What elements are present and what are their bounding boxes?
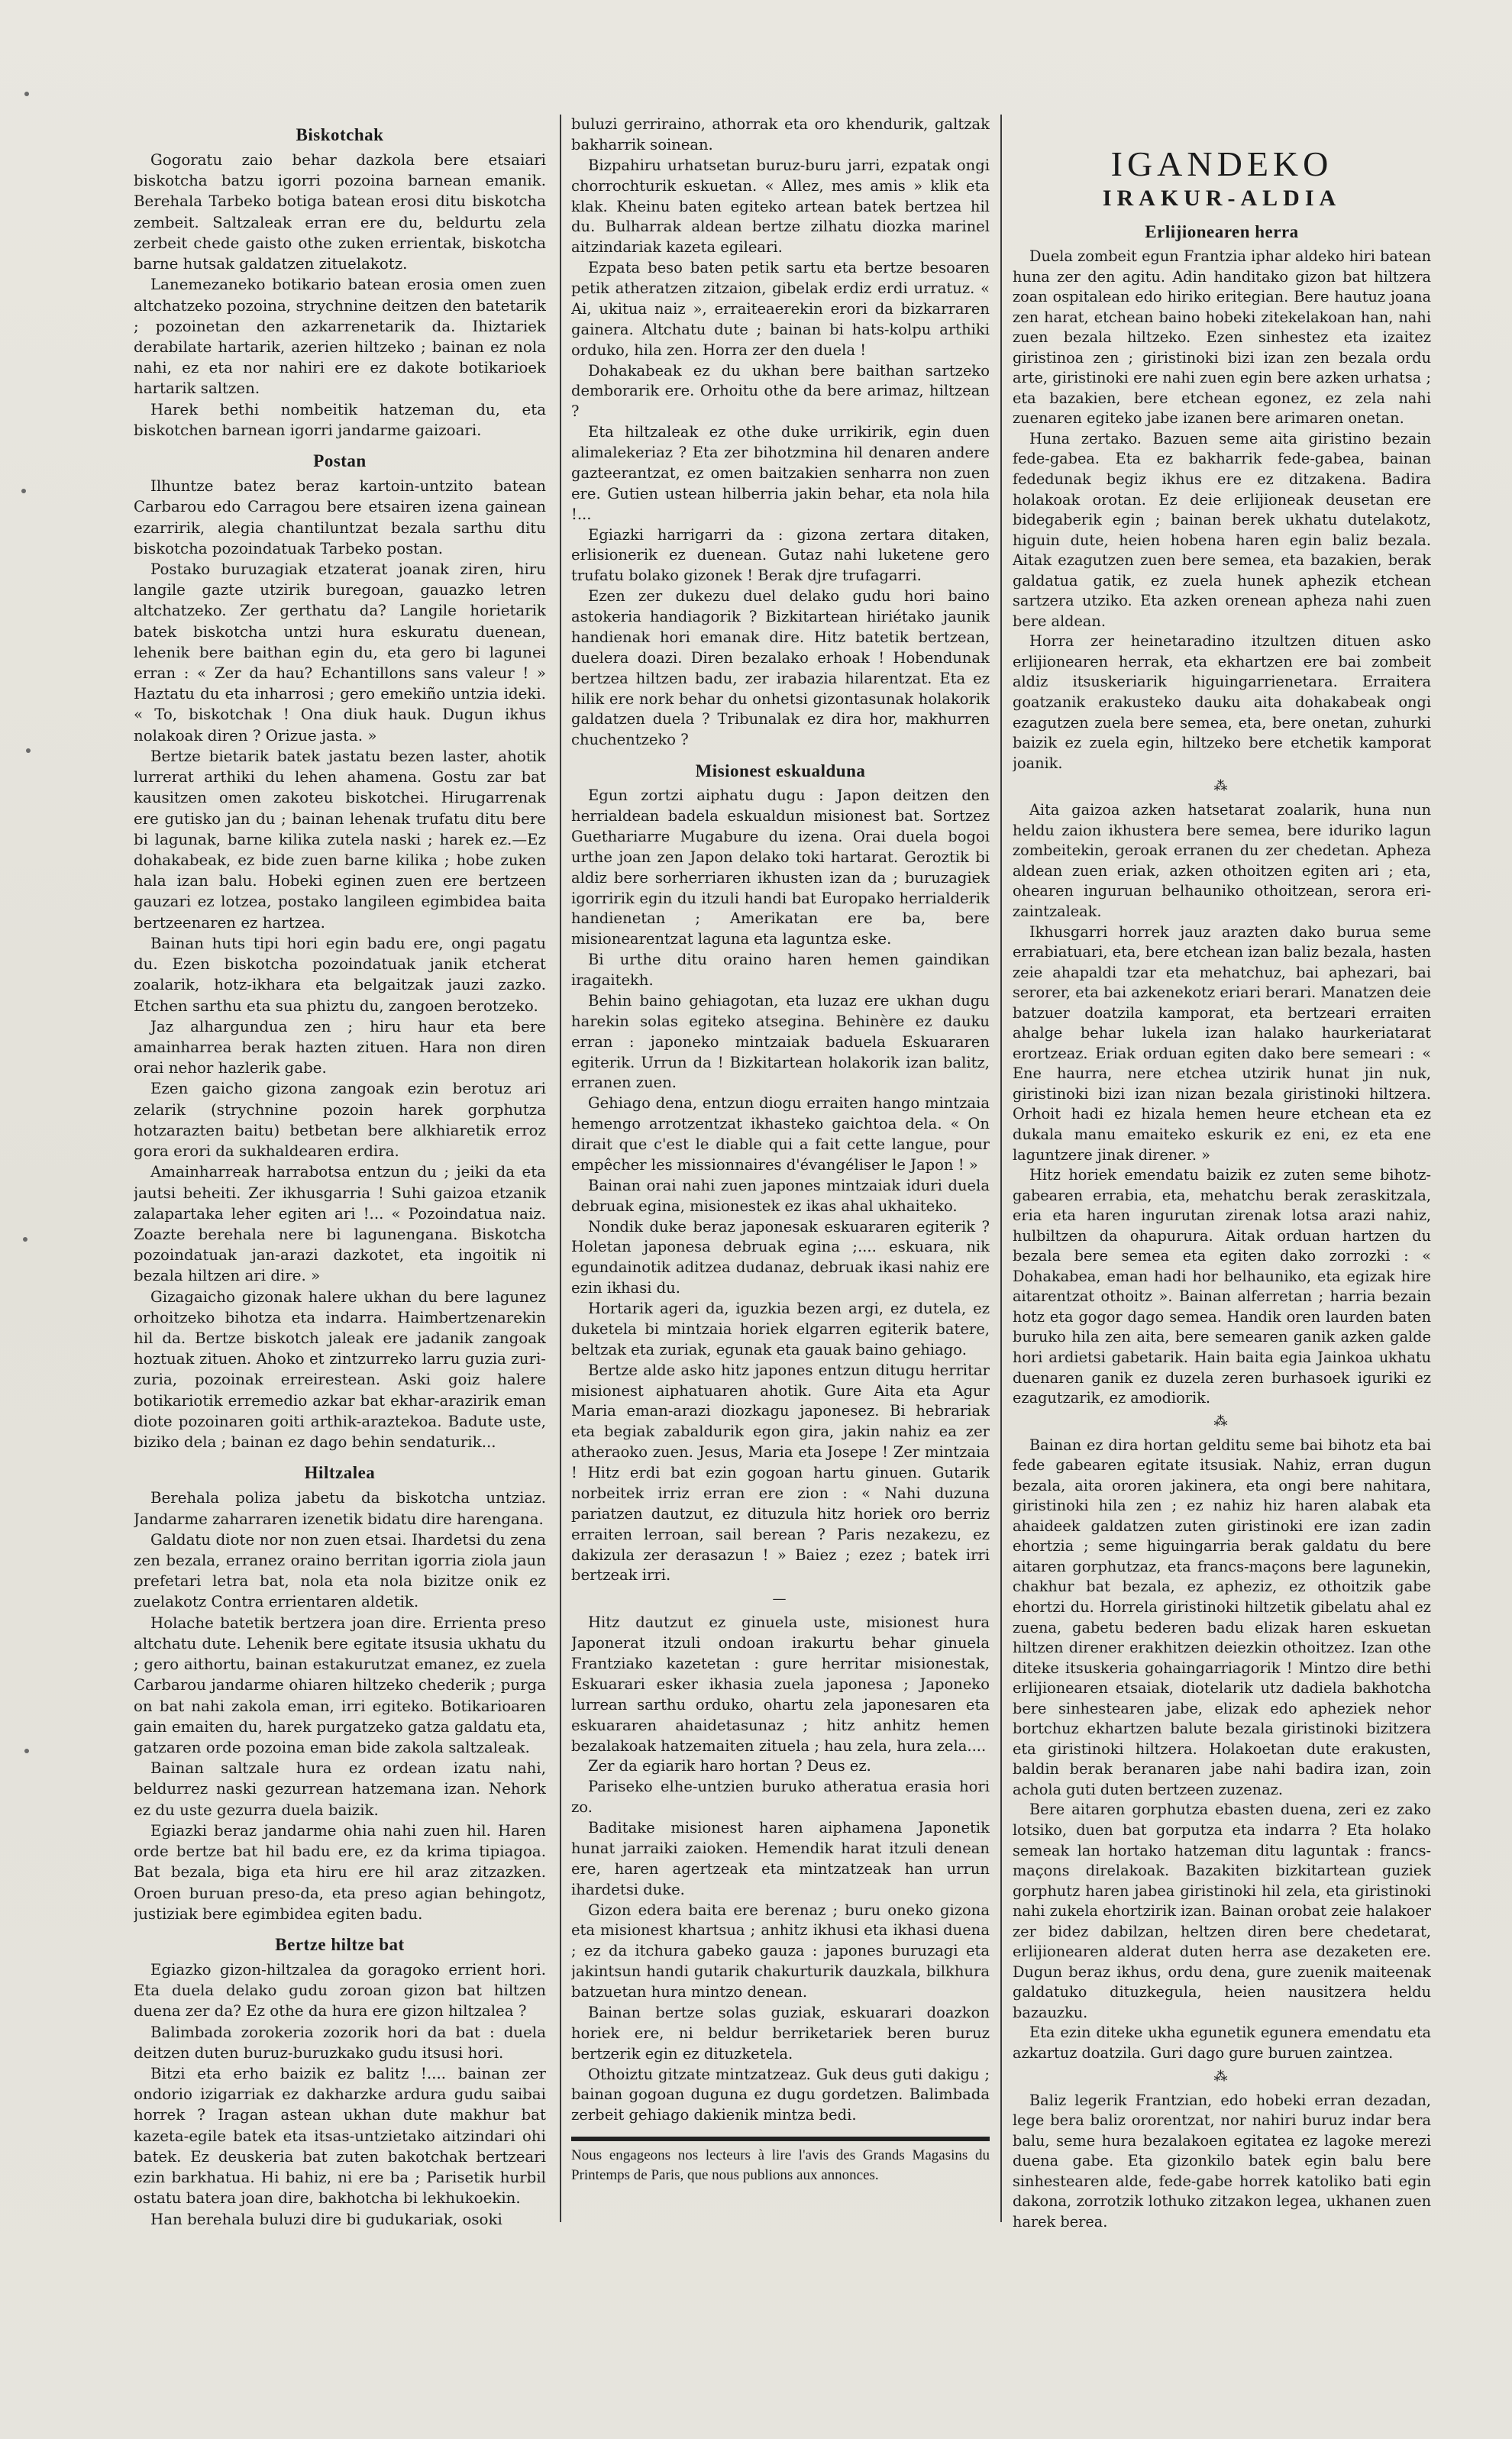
article-paragraph: Horra zer heinetaradino itzultzen dituen asko erlijionearen herrak, eta ekhartzen ere bai zombeit aldiz itsuskeriarik higuingarrienetara. Erraitera goatzanik erakusteko dauku aita dohakabeak ongi ezagutzen zuela bere semea, eta, bere onetan, zuhurki baizik ez zuela egin, hiltzeko bere etchetik kamporat joanik. bbox=[1013, 632, 1431, 772]
article-paragraph: Bertze alde asko hitz japones entzun ditugu herritar misionest aiphatuaren ahotik. Gure Aita eta Agur Maria eman-arazi diozkagu japonesez. Bi hebrariak eta begiak zabaldurik egon gira, jakin nahiz ea zer atheraoko zuen. Jesus, Maria eta Josepe ! Zer mintzaia ! Hitz erdi bat ezin gogoan hartu ginuen. Gutarik norbeitek irriz erran ere zion : « Nahi duzuna pariatzen dautzut, ez dituzula hitz horiek oro berriz erraiten lerroan, sail berean ? Paris nezakezu, ez dakizula zer derasazun ! » Baiez ; ezez ; batek irri bertzeak irri. bbox=[571, 1361, 990, 1585]
column-3 bbox=[1013, 115, 1431, 2245]
article-paragraph: Ezpata beso baten petik sartu eta bertze besoaren petik atheratzen zitzaion, gibelak erdiz erdi urratuz. « Ai, ukitua naiz », erraiteaerekin erori da bizkarraren gainera. Altchatu dute ; bainan bi hats-kolpu arthiki orduko, hila zen. Horra zer den duela ! bbox=[571, 259, 990, 359]
column-2-lower bbox=[571, 1613, 990, 2126]
column-1 bbox=[134, 115, 546, 2245]
column-rule-left bbox=[560, 115, 561, 2222]
supplement-subtitle: IRAKUR-ALDIA bbox=[1102, 186, 1342, 211]
article-paragraph: Lanemezaneko botikario batean erosia omen zuen altchatzeko pozoina, strychnine deitzen den batetarik ; pozoinetan den azkarrenetarik da. Ihiztariek derabilate hartarik, azerien hiltzeko ; bainan ez nola nahi, ez eta nor nahiri ere ez dakote botikarioek hartarik saltzen. bbox=[134, 276, 546, 398]
article-paragraph: Behin baino gehiagotan, eta luzaz ere ukhan dugu harekin solas egiteko atsegina. Behinère ez dauku erran : japoneko mintzaiak baduela Eskuararen egiterik. Urrun da ! Bizkitartean holakorik izan balitz, erranen zuen. bbox=[571, 991, 990, 1092]
column-3-body bbox=[1013, 222, 1431, 2232]
article-paragraph: Gizon edera baita ere berenaz ; buru oneko gizona eta misionest khartsua ; anhitz ikhusi eta ikhasi duena ; ez da itchura gabeko gauza : japones buruzagi eta jakintsun handi gutarik chakurturik dauzkala, bilkhura batzuetan hura mintzo denean. bbox=[571, 1901, 990, 2001]
article-paragraph: Egun zortzi aiphatu dugu : Japon deitzen den herrialdean badela eskualdun misionest bat. Sortzez Guethariarre Mugabure du izena. Orai duela bogoi urthe joan zen Japon delako toki hartarat. Geroztik bi aldiz bere sorherriaren ikhusten izan da ; buruzagiek igorririk egin du itzuli handi bat Europako herrialderik handienetan ; Amerikatan ere ba, bere misionearentzat laguna eta laguntza eske. bbox=[571, 787, 990, 948]
article-paragraph: Balimbada zorokeria zozorik hori da bat : duela deitzen duten buruz-buruzkako gudu itsusi hori. bbox=[134, 2023, 546, 2062]
article-paragraph: Gizagaicho gizonak halere ukhan du bere lagunez orhoitzeko bihotza eta indarra. Haimbertzenarekin hil da. Bertze biskotch jaleak ere jadanik zangoak hoztuak zituen. Ahoko et zintzurreko larru guzia zuri-zuria, pozoinak erreirestean. Aski goiz halere botikariotik erremedio azkar bat ekhar-arazirik eman diote pozoinaren goiti arthik-araztekoa. Badute uste, biziko dela ; bainan ez dago behin sendaturik... bbox=[134, 1287, 546, 1452]
article-paragraph: Bainan orai nahi zuen japones mintzaiak iduri duela debruak egina, misionestek ez ikas ahal ukhaiteko. bbox=[571, 1176, 990, 1215]
section-stars: ⁂ bbox=[1213, 2068, 1230, 2085]
article-paragraph: Pariseko elhe-untzien buruko atheratua erasia hori zo. bbox=[571, 1778, 990, 1817]
binding-holes bbox=[6, 0, 52, 2439]
article-paragraph: Bainan huts tipi hori egin badu ere, ongi pagatu du. Ezen biskotcha pozoindatuak janik etcherat zoalarik, hotz-ikhara eta belgaitzak jauzi zazko. Etchen sarthu eta sua phiztu du, zangoen berotzeko. bbox=[134, 934, 546, 1015]
notice-rule bbox=[571, 2137, 990, 2141]
article-paragraph: Bi urthe ditu oraino haren hemen gaindikan iragaitekh. bbox=[571, 951, 990, 989]
section-heading: Biskotchak bbox=[296, 125, 384, 144]
article-paragraph: Huna zertako. Bazuen seme aita giristino bezain fede-gabea. Eta ez bakharrik fede-gabea, bainan fededunak begiz ikhus ere ez ditzakena. Badira holakoak orotan. Ez deie erlijioneak deusetan ere bidegaberik egin ; bainan berek ukhatu dutelakotz, higuin dute, heien hobena haren egin baliz bezala. Aitak ezagutzen zuen bere semea, eta bazakien, berak galdatua gatik, ez zuela hunek aphezik etchean sartzera utziko. Eta azken orenean apheza nahi zuen bere aldean. bbox=[1013, 429, 1431, 630]
article-paragraph: Bainan bertze solas guziak, eskuarari doazkon horiek ere, ni beldur berriketariek beren buruz bertzerik egin ez dituzketela. bbox=[571, 2003, 990, 2063]
article-paragraph: Bainan saltzale hura ez ordean izatu nahi, beldurrez naski gezurrean hatzemana izan. Nehork ez du uste gezurra duela baizik. bbox=[134, 1759, 546, 1819]
article-paragraph: Han berehala buluzi dire bi gudukariak, osoki bbox=[150, 2210, 502, 2228]
article-paragraph: Bertze bietarik batek jastatu bezen laster, ahotik lurrerat arthiki du lehen ahamena. Gostu zar bat kausitzen omen zakoteu biskotchei. Hirugarrenak ere gutisko jan du ; bainan lehenak trufatu ditu bere bi lagunak, barne kilika zutela naski ; harek ez.—Ez dohakabeak, ez bide zuen barne kilika ; hobe zuken hala izan balu. Hobeki eginen zuen ere bertzeen gauzari ez lotzea, postako langileen egimbidea baita bertzeenaren ez hartzea. bbox=[134, 747, 546, 932]
printemps-notice: Nous engageons nos lecteurs à lire l'avis des Grands Magasins du Printemps de Paris, que nous publions aux annonces. bbox=[571, 2147, 990, 2184]
article-paragraph: Baditake misionest haren aiphamena Japonetik hunat jarraiki zaioken. Hemendik harat itzuli denean ere, haren agertzeak eta mintzatzeak han urrun ihardetsi duke. bbox=[571, 1819, 990, 1898]
article-paragraph: Duela zombeit egun Frantzia iphar aldeko hiri batean huna zer den agitu. Adin handitako gizon bat hiltzera zoan ospitalean edo hiriko eritegian. Bere hautuz joana zen harat, etchean baino hobeki zitekelakoan han, nahi zuen bezala hiltzeko. Ezen sinhestez eta izaitez giristinoa zen ; giristinoki bizi izan zen bezala ordu arte, giristinoki ere nahi zuen egin bere azken urhatsa ; eta bazakien, bere etchean egonez, ez zela nahi zuenaren egiteko jabe izanen bere arimaren onetan. bbox=[1013, 247, 1431, 428]
article-paragraph: Bainan ez dira hortan gelditu seme bai bihotz eta bai fede gabearen egitate itsusiak. Nahiz, erran dugun bezala, aita ororen jakinera, eta ongi bere nahitara, giristinoki hila zen ; ez nahiz hiz haren alabak eta ahaideek galdatzen zuten giristinoki ere izan zadin ehortzia ; seme higuingarria berak galdatu du bere aitaren gorphutzaz, eta francs-maçons bere lagunekin, chakhur bat bezala, ez apheziz, ez othoitzik gabe ehortzi du. Horrela giristinoki hiltzetik gibelatu ahal ez zuena, gabetu bederen badu elizak haren eskuetan hiltzen direner erakhitzen deiezkin othoitzez. Izan othe diteke itsuskeria gohaingarriagorik ! Mintzo dire bethi erlijionearen etsaiak, diotelarik utz dadiela bakhotcha bere sinhestearen jabe, elizak edo apheziek nehor bortchuz ekhartzen balute bezala giristinoki bizitzera eta giristinoki hiltzera. Holakoetan dute erakusten, baldin berak beranaren jabe nahi badira izan, zoin achola guti duten bertzeen zuzenaz. bbox=[1013, 1436, 1431, 1798]
article-paragraph: Hitz horiek emendatu baizik ez zuten seme bihotz-gabearen errabia, eta, mehatchu berak zeraskitzala, eria eta haren ingurutan zirenak lotsa arazi nahiz, hulbiltzen da ohapurura. Aitak orduan hartzen du bezala bere semea eta egiten dako zorrozki : « Dohakabea, eman hadi hor belhauniko, eta egizak hire aitarentzat othoitz ». Bainan alferretan ; harria bezain hotz eta gogor dago semea. Handik oren laurden baten buruko hila zen aita, bere semearen ganik azken galde hori ardietsi gabetarik. Hain baita egia Jainkoa ukhatu duenaren ganik ez duzela zeren burhasoek iguriki ez ezagutzarik, ez amodiorik. bbox=[1013, 1166, 1431, 1407]
article-paragraph: Bere aitaren gorphutza ebasten duena, zeri ez zako lotsiko, duen bat gorputza eta indarra ? Eta holako semeak lan hortako hatzeman ditu laguntak : francs-maçons direlakoak. Bazakiten bizkitartean guziek gorphutz haren jabea giristinoki hil zela, eta giristinoki nahi zukela ehortzirik izan. Bainan orobat zeie halakoer zer bidez dabilzan, heltzen diren bere chedetarat, erlijionearen alderat duten herra ase dezaketen ere. Dugun beraz ikhus, ordu dena, gure zuenik maiteenak galdatuko dituzkegula, heien nausitzera heldu bazauzku. bbox=[1013, 1801, 1431, 2021]
article-paragraph: Hitz dautzut ez ginuela uste, misionest hura Japonerat itzuli ondoan irakurtu behar ginuela Frantziako kazetetan : gure herritar misionestak, Eskuarari esker ikhasia zuela japonesa ; Japoneko lurrean sarthu orduko, ohartu zela japonesaren eta eskuararen ahaidetasunaz ; hitz anhitz hemen bezalakoak hatzemaiten zituela ; hau zela, hura zela.... bbox=[571, 1614, 990, 1755]
article-paragraph: buluzi gerriraino, athorrak eta oro khendurik, galtzak bakharrik soinean. bbox=[571, 115, 990, 153]
article-paragraph: Eta ezin diteke ukha egunetik egunera emendatu eta azkartuz doatzila. Guri dago gure buruen zaintzea. bbox=[1013, 2024, 1431, 2063]
article-paragraph: Hortarik ageri da, iguzkia bezen argi, ez dutela, ez duketela bi mintzaia horiek elgarren egiterik batere, beltzak eta zuriak, egunak eta gauak baino gehiago. bbox=[571, 1300, 990, 1358]
article-paragraph: Amainharreak harrabotsa entzun du ; jeiki da eta jautsi beheiti. Zer ikhusgarria ! Suhi gaizoa etzanik zalapartaka leher egiten ari !... « Pozoindatua naiz. Zoazte berehala nere bi lagunengana. Biskotcha pozoindatuak jan-arazi dazkotet, eta ingoitik ni bezala hiltzen ari dire. » bbox=[134, 1163, 546, 1285]
article-paragraph: Egiazko gizon-hiltzalea da goragoko errient hori. Eta duela delako gudu zoroan gizon bat hiltzen duena zer da? Ez othe da hura ere gizon hiltzalea ? bbox=[134, 1960, 546, 2021]
section-heading: Hiltzalea bbox=[304, 1463, 376, 1483]
article-paragraph: Zer da egiarik haro hortan ? Deus ez. bbox=[588, 1757, 871, 1775]
column-2 bbox=[571, 115, 990, 2245]
article-paragraph: Jaz alhargundua zen ; hiru haur eta bere amainharrea berak hazten zituen. Hara non diren orai nehor hazlerik gabe. bbox=[134, 1017, 546, 1077]
article-paragraph: Dohakabeak ez du ukhan bere baithan sartzeko demborarik ere. Orhoitu othe da bere arimaz, hiltzean ? bbox=[571, 361, 990, 421]
column-rule-right bbox=[1000, 115, 1002, 2222]
section-heading: Misionest eskualduna bbox=[695, 761, 866, 781]
article-paragraph: Egiazki harrigarri da : gizona zertara ditaken, erlisionerik ez duenean. Gutaz nahi luketene gero trufatu bolako gizonek ! Berak djre trufagarri. bbox=[571, 525, 990, 585]
section-separator: — bbox=[772, 1591, 789, 1607]
article-paragraph: Holache batetik bertzera joan dire. Errienta preso altchatu dute. Lehenik bere egitate itsusia ukhatu du ; gero aithortu, bainan estakurutzat emanez, ez zuela Carbarou jandarme ohiaren hiltzeko chederik ; purga on bat nahi zakola eman, irri egiteko. Botikarioaren gain emaiten du, harek purgatzeko gatza galdatu eta, gatzaren orde pozoina eman bide zakola saltzaleak. bbox=[134, 1614, 546, 1756]
article-paragraph: Bitzi eta erho baizik ez balitz !.... bainan zer ondorio izigarriak ez dakharzke ardura gudu saibai horrek ? Iragan astean ukhan dute makhur bat kazeta-egile batek eta itsas-untzietako aitzindari ohi batek. Ez deuskeria bat zuten bakotchak bertzeari ezin barkhatua. Hi bahiz, ni ere ba ; Parisetik hurbil ostatu batera joan dire, bakhotcha bi lekhukoekin. bbox=[134, 2065, 546, 2208]
article-paragraph: Eta hiltzaleak ez othe duke urrikirik, egin duen alimalekeriaz ? Eta zer bihotzmina hil denaren andere gazteerantzat, ez omen baitzakien senharra non zuen ere. Gutien ustean hilberria jakin behar, eta nola hila !... bbox=[571, 423, 990, 523]
article-paragraph: Othoiztu gitzate mintzatzeaz. Guk deus guti dakigu ; bainan gogoan duguna ez dugu gordetzen. Balimbada zerbeit gehiago dakienik mintza bedi. bbox=[571, 2065, 990, 2124]
section-heading: Erlijionearen herra bbox=[1145, 222, 1299, 241]
article-paragraph: Gehiago dena, entzun diogu erraiten hango mintzaia hemengo arrotzentzat ikhasteko gaichtoa dela. « On dirait que c'est le diable qui a fait cette langue, pour empêcher les missionnaires d'évangéliser le Japon ! » bbox=[571, 1094, 990, 1174]
article-paragraph: Ilhuntze batez beraz kartoin-untzito batean Carbarou edo Carragou bere etsairen izena gainean ezarririk, alegia chantiluntzat bezala sarthu ditu biskotcha pozoindatuak Tarbeko postan. bbox=[134, 477, 546, 557]
section-heading: Postan bbox=[313, 451, 367, 471]
article-paragraph: Ezen gaicho gizona zangoak ezin berotuz ari zelarik (strychnine pozoin harek gorphutza hotzarazten baitu) betbetan bere alkhiaretik erroz gora erori da sukhaldearen erdira. bbox=[134, 1080, 546, 1161]
article-paragraph: Baliz legerik Frantzian, edo hobeki erran dezadan, lege bera baliz ororentzat, nor nahiri buruz indar bera balu, seme hura bezalakoen egitatea ez lagoke merezi duena gabe. Eta gizonkilo batek egin balu bere sinhestearen alde, fede-gabe horrek katoliko bati egin dakona, zorrotzik lothuko zitzakon legea, ukhanen zuen harek berea. bbox=[1013, 2091, 1431, 2231]
article-paragraph: Berehala poliza jabetu da biskotcha untziaz. Jandarme zaharraren izenetik bidatu dire harengana. bbox=[134, 1489, 546, 1528]
article-paragraph: Ezen zer dukezu duel delako gudu hori baino astokeria handiagorik ? Bizkitartean hiriétako jaunik handienak hori emanak dire. Hitz batetik bertzean, duelera doazi. Diren bezalako erhoak ! Hobendunak bertzea hiltzen badu, zer irabazia hilarentzat. Eta ez hilik ere nork behar du onhetsi gizontasunak holakorik galdatzen duela ? Tribunalak ez dira hor, makhurren chuchentzeko ? bbox=[571, 587, 990, 749]
article-paragraph: Ikhusgarri horrek jauz arazten dako burua seme errabiatuari, eta, bere etchean izan baliz bezala, hasten zeie ahapaldi tzar eta mehatchuz, bai aphezari, bai serorer, eta bai azkenekotz eriari berari. Manatzen deie batzuer doatzila kamporat, eta bertzeari erraiten ahalge behar lukela izan halako haurkeriatarat erortzeaz. Eriak orduan egiten dako bere semeari : « Ene haurra, nere etchea utzirik hunat jin nuk, giristinoki bizi izan nizan bezala giristinoki hiltzera. Orhoit hadi ez hizala hemen heure etchean eta ez dukala manu emaiteko eskurik ez eni, ez eta ene laguntzere jinak direner. » bbox=[1013, 922, 1431, 1164]
section-heading: Bertze hiltze bat bbox=[275, 1934, 405, 1954]
article-paragraph: Aita gaizoa azken hatsetarat zoalarik, huna nun heldu zaion ikhustera bere semea, bere iduriko lagun zombeitekin, geroak erranen du zer chedetan. Apheza aldean zuen eriak, azken othoitzen egiten ari ; eta, ohearen inguruan belhauniko othoitzean, serora eri-zaintzaleak. bbox=[1013, 801, 1431, 920]
article-paragraph: Bizpahiru urhatsetan buruz-buru jarri, ezpatak ongi chorrochturik eskuetan. « Allez, mes amis » klik eta klak. Kheinu baten egiteko artean batek bertzea hil du. Bulharrak aldean bertze zilhatu diozka marinel aitzindariak kazeta egileari. bbox=[571, 156, 990, 257]
supplement-masthead: IGANDEKO bbox=[1110, 144, 1333, 183]
section-stars: ⁂ bbox=[1213, 778, 1230, 795]
section-stars: ⁂ bbox=[1213, 1413, 1230, 1429]
article-paragraph: Nondik duke beraz japonesak eskuararen egiterik ? Holetan japonesa debruak egina ;.... eskuara, nik egundainotik aditzea dudanaz, debruak ikasi nahiz ere ezin ikhasi du. bbox=[571, 1217, 990, 1297]
article-paragraph: Harek bethi nombeitik hatzeman du, eta biskotchen barnean igorri jandarme gaizoari. bbox=[134, 400, 546, 439]
article-paragraph: Egiazki beraz jandarme ohia nahi zuen hil. Haren orde bertze bat hil badu ere, ez da krima tipiagoa. Bat bezala, biga eta hiru ere hil araz zitzazken. Oroen buruan preso-da, eta preso agian behingotz, justiziak bere egimbidea egiten badu. bbox=[134, 1821, 546, 1923]
article-paragraph: Gogoratu zaio behar dazkola bere etsaiari biskotcha batzu igorri pozoina barnean emanik. Berehala Tarbeko botiga batean erosi ditu biskotcha zembeit. Saltzaleak erran ere du, beldurtu zela zerbeit chede gaisto othe zuken errientak, biskotcha barne hutsak galdatzen zituelakotz. bbox=[134, 151, 546, 273]
article-paragraph: Galdatu diote nor non zuen etsai. Ihardetsi du zena zen bezala, erranez oraino berritan igorria ziola jaun prefetari letra bat, nola eta nola bizitze onik ez zuelakotz Contra errientaren aldetik. bbox=[134, 1530, 546, 1611]
article-paragraph: Postako buruzagiak etzaterat joanak ziren, hiru langile gazte utzirik buregoan, gauazko letren altchatzeko. Zer gerthatu da? Langile horietarik batek biskotcha untzi hura eskuratu duenean, lehenik bere baithan egin du, eta gero bi lagunei erran : « Zer da hau? Echantillons sans valeur ! » Haztatu du eta inharrosi ; gero emekiño untzia ideki. « To, biskotchak ! Ona diuk hauk. Dugun ikhus nolakoak diren ? Orizue jasta. » bbox=[134, 560, 546, 745]
column-2-upper bbox=[571, 115, 990, 1586]
